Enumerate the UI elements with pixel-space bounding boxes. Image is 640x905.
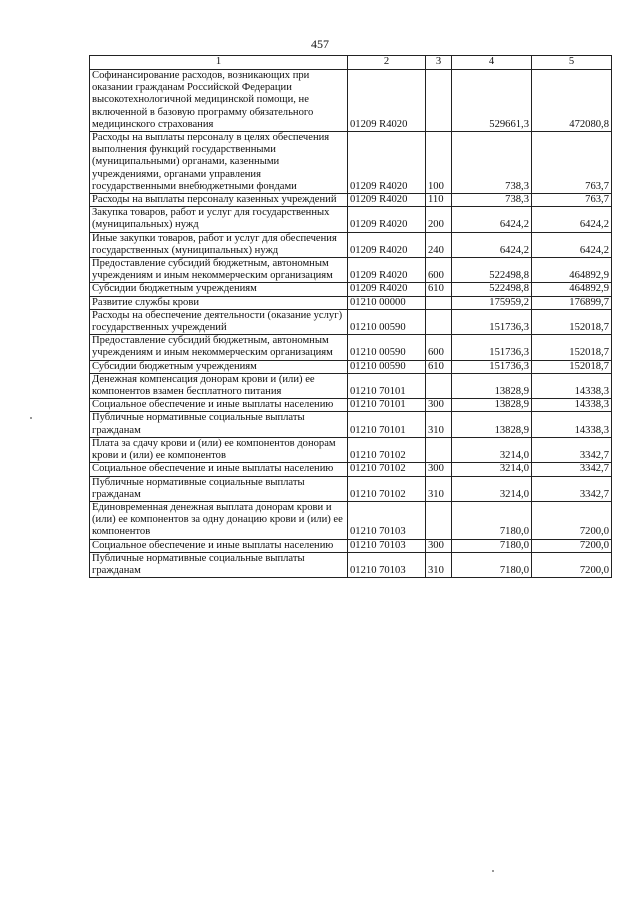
row-value-2023-cell: 522498,8 (452, 258, 532, 283)
table-row (90, 70, 612, 132)
row-name-cell: Расходы на выплаты персоналу в целях обеспечения выполнения функций государственными (муниципальными) органами, казенными учреждениями, органами управления государственными внебюджетными фондами (90, 132, 348, 194)
row-value-2023-cell: 13828,9 (452, 373, 532, 398)
row-vr-cell: 200 (426, 207, 452, 232)
table-row (90, 207, 612, 232)
table-row (90, 335, 612, 360)
row-value-2023-cell: 7180,0 (452, 552, 532, 577)
row-value-2023-cell: 6424,2 (452, 232, 532, 257)
row-value-2023-cell: 529661,3 (452, 70, 532, 132)
row-value-2024-cell: 176899,7 (532, 296, 612, 309)
row-value-2024-cell: 14338,3 (532, 412, 612, 437)
row-code-cell: 01210 70102 (348, 463, 426, 476)
row-name-cell: Публичные нормативные социальные выплаты гражданам (90, 412, 348, 437)
row-code-cell: 01209 R4020 (348, 258, 426, 283)
table-row (90, 258, 612, 283)
row-value-2024-cell: 7200,0 (532, 552, 612, 577)
table-row (90, 399, 612, 412)
row-name-cell: Развитие службы крови (90, 296, 348, 309)
row-name-cell: Единовременная денежная выплата донорам крови и (или) ее компонентов за одну донацию крови и (или) ее компонентов (90, 501, 348, 539)
row-code-cell: 01209 R4020 (348, 70, 426, 132)
row-code-cell: 01210 00000 (348, 296, 426, 309)
table-row (90, 501, 612, 539)
table-row (90, 412, 612, 437)
row-name-cell: Социальное обеспечение и иные выплаты населению (90, 399, 348, 412)
row-value-2024-cell: 3342,7 (532, 437, 612, 462)
row-vr-cell: 310 (426, 412, 452, 437)
row-value-2024-cell: 14338,3 (532, 399, 612, 412)
row-code-cell: 01209 R4020 (348, 207, 426, 232)
row-vr-cell: 610 (426, 283, 452, 296)
row-value-2023-cell: 3214,0 (452, 476, 532, 501)
row-code-cell: 01209 R4020 (348, 194, 426, 207)
row-code-cell: 01209 R4020 (348, 132, 426, 194)
row-code-cell: 01210 70103 (348, 501, 426, 539)
row-vr-cell (426, 70, 452, 132)
row-value-2024-cell: 14338,3 (532, 373, 612, 398)
row-vr-cell: 310 (426, 552, 452, 577)
row-value-2023-cell: 151736,3 (452, 360, 532, 373)
row-vr-cell (426, 373, 452, 398)
row-name-cell: Публичные нормативные социальные выплаты гражданам (90, 476, 348, 501)
row-name-cell: Предоставление субсидий бюджетным, автономным учреждениям и иным некоммерческим организациям (90, 258, 348, 283)
header-cell-2024: 5 (532, 56, 612, 70)
row-value-2024-cell: 464892,9 (532, 258, 612, 283)
table-row (90, 539, 612, 552)
row-name-cell: Иные закупки товаров, работ и услуг для обеспечения государственных (муниципальных) нужд (90, 232, 348, 257)
row-code-cell: 01210 70103 (348, 552, 426, 577)
header-row (90, 56, 612, 70)
row-name-cell: Социальное обеспечение и иные выплаты населению (90, 539, 348, 552)
row-vr-cell: 600 (426, 258, 452, 283)
row-name-cell: Предоставление субсидий бюджетным, автономным учреждениям и иным некоммерческим организациям (90, 335, 348, 360)
row-value-2024-cell: 763,7 (532, 194, 612, 207)
row-value-2023-cell: 738,3 (452, 194, 532, 207)
header-cell-code: 2 (348, 56, 426, 70)
row-code-cell: 01210 70103 (348, 539, 426, 552)
row-value-2023-cell: 13828,9 (452, 412, 532, 437)
table-body (90, 70, 612, 578)
budget-table (89, 55, 612, 578)
table-row (90, 437, 612, 462)
table-row (90, 360, 612, 373)
row-value-2023-cell: 13828,9 (452, 399, 532, 412)
header-cell-2023: 4 (452, 56, 532, 70)
table-row (90, 296, 612, 309)
row-vr-cell: 100 (426, 132, 452, 194)
row-value-2023-cell: 151736,3 (452, 335, 532, 360)
row-value-2024-cell: 763,7 (532, 132, 612, 194)
row-name-cell: Расходы на выплаты персоналу казенных учреждений (90, 194, 348, 207)
row-value-2024-cell: 464892,9 (532, 283, 612, 296)
table-row (90, 476, 612, 501)
row-code-cell: 01209 R4020 (348, 232, 426, 257)
row-value-2023-cell: 522498,8 (452, 283, 532, 296)
row-vr-cell: 300 (426, 463, 452, 476)
row-code-cell: 01210 00590 (348, 309, 426, 334)
table-row (90, 463, 612, 476)
row-value-2023-cell: 7180,0 (452, 501, 532, 539)
row-value-2024-cell: 7200,0 (532, 539, 612, 552)
row-vr-cell: 110 (426, 194, 452, 207)
row-name-cell: Денежная компенсация донорам крови и (или) ее компонентов взамен бесплатного питания (90, 373, 348, 398)
scan-speck (30, 417, 32, 419)
row-vr-cell (426, 309, 452, 334)
row-vr-cell: 240 (426, 232, 452, 257)
row-value-2024-cell: 152018,7 (532, 335, 612, 360)
header-cell-vr: 3 (426, 56, 452, 70)
row-code-cell: 01210 00590 (348, 360, 426, 373)
row-value-2024-cell: 152018,7 (532, 360, 612, 373)
row-vr-cell: 300 (426, 539, 452, 552)
table-row (90, 132, 612, 194)
row-value-2024-cell: 6424,2 (532, 207, 612, 232)
row-value-2024-cell: 7200,0 (532, 501, 612, 539)
row-value-2024-cell: 6424,2 (532, 232, 612, 257)
row-value-2024-cell: 3342,7 (532, 463, 612, 476)
row-code-cell: 01210 70101 (348, 373, 426, 398)
row-vr-cell (426, 437, 452, 462)
row-vr-cell: 610 (426, 360, 452, 373)
row-value-2023-cell: 3214,0 (452, 437, 532, 462)
row-code-cell: 01210 70102 (348, 437, 426, 462)
row-name-cell: Расходы на обеспечение деятельности (оказание услуг) государственных учреждений (90, 309, 348, 334)
table-row (90, 552, 612, 577)
row-vr-cell (426, 296, 452, 309)
row-vr-cell (426, 501, 452, 539)
row-code-cell: 01209 R4020 (348, 283, 426, 296)
row-name-cell: Публичные нормативные социальные выплаты гражданам (90, 552, 348, 577)
row-value-2024-cell: 152018,7 (532, 309, 612, 334)
row-name-cell: Социальное обеспечение и иные выплаты населению (90, 463, 348, 476)
row-name-cell: Закупка товаров, работ и услуг для государственных (муниципальных) нужд (90, 207, 348, 232)
row-value-2023-cell: 6424,2 (452, 207, 532, 232)
scan-speck (492, 870, 494, 872)
table-row (90, 309, 612, 334)
row-name-cell: Плата за сдачу крови и (или) ее компонентов донорам крови и (или) ее компонентов (90, 437, 348, 462)
header-cell-name: 1 (90, 56, 348, 70)
row-vr-cell: 310 (426, 476, 452, 501)
row-code-cell: 01210 70101 (348, 399, 426, 412)
row-value-2024-cell: 3342,7 (532, 476, 612, 501)
row-name-cell: Субсидии бюджетным учреждениям (90, 360, 348, 373)
row-value-2024-cell: 472080,8 (532, 70, 612, 132)
table-row (90, 283, 612, 296)
row-vr-cell: 300 (426, 399, 452, 412)
row-name-cell: Субсидии бюджетным учреждениям (90, 283, 348, 296)
table-row (90, 373, 612, 398)
row-vr-cell: 600 (426, 335, 452, 360)
row-value-2023-cell: 3214,0 (452, 463, 532, 476)
table-row (90, 194, 612, 207)
row-code-cell: 01210 00590 (348, 335, 426, 360)
row-code-cell: 01210 70101 (348, 412, 426, 437)
table-row (90, 232, 612, 257)
row-value-2023-cell: 175959,2 (452, 296, 532, 309)
page-number: 457 (311, 37, 329, 51)
row-code-cell: 01210 70102 (348, 476, 426, 501)
row-value-2023-cell: 738,3 (452, 132, 532, 194)
row-name-cell: Софинансирование расходов, возникающих при оказании гражданам Российской Федерации высокотехнологичной медицинской помощи, не включенной в базовую программу обязательного медицинского страхования (90, 70, 348, 132)
row-value-2023-cell: 7180,0 (452, 539, 532, 552)
row-value-2023-cell: 151736,3 (452, 309, 532, 334)
